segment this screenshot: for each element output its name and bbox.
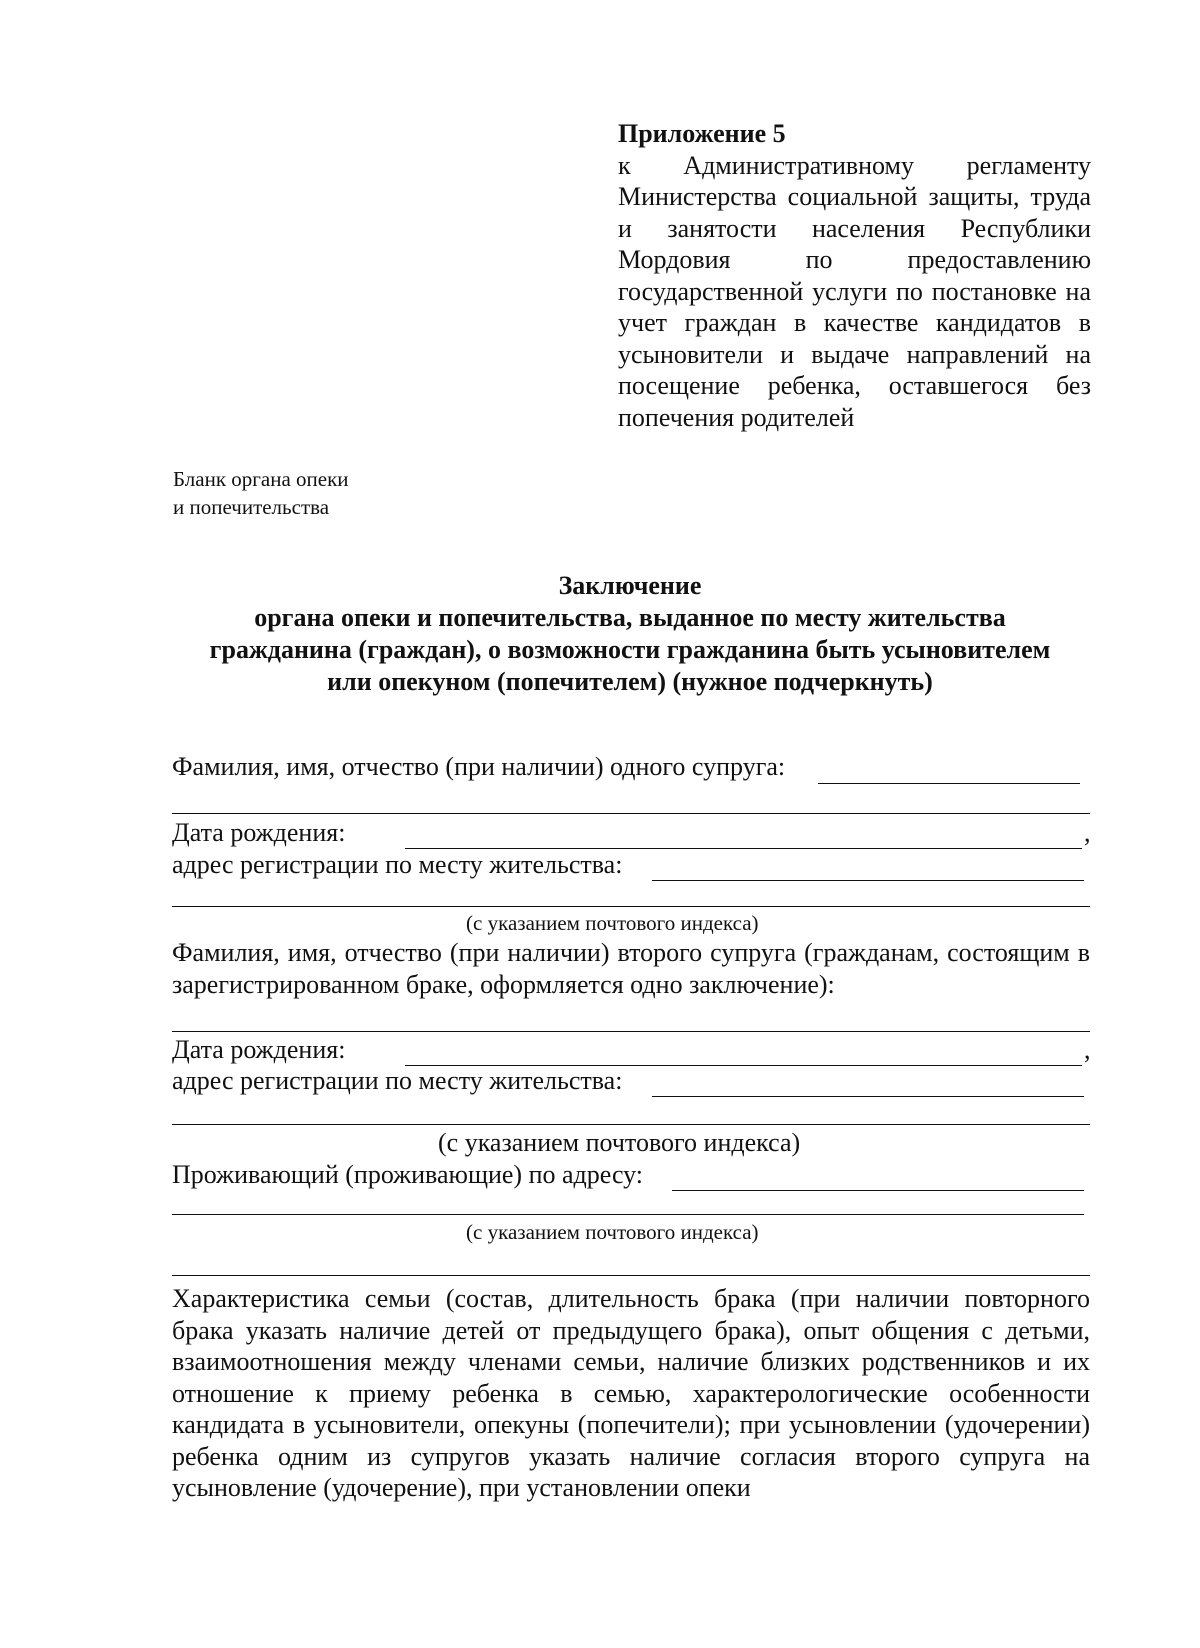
appendix-block <box>618 118 1091 433</box>
postal-hint: (с указанием почтового индекса) <box>466 1220 759 1244</box>
heading-line-4: или опекуном (попечителем) (нужное подчеркнуть) <box>327 667 933 696</box>
appendix-text: к Административному регламенту Министерства социальной защиты, труда и занятости населения Республики Мордовия по предоставлению государственной услуги по постановке на учет граждан в качестве кандидатов в усыновители и выдаче направлений на посещение ребенка, оставшегося без попечения родителей <box>618 150 1091 432</box>
authority-blank-label <box>173 465 349 521</box>
comma: , <box>1084 1035 1091 1064</box>
postal-hint: (с указанием почтового индекса) <box>466 911 759 935</box>
spouse1-dob-field[interactable] <box>405 848 1082 849</box>
appendix-title: Приложение 5 <box>618 119 786 148</box>
spouse2-address-field[interactable] <box>652 1096 1084 1097</box>
document-heading <box>160 570 1100 698</box>
blank-line-2: и попечительства <box>173 495 330 519</box>
spouse1-dob-label: Дата рождения: <box>172 818 346 847</box>
spouse2-address-field-cont[interactable] <box>172 1124 1090 1125</box>
family-characteristics-text: Характеристика семьи (состав, длительность брака (при наличии повторного брака указать наличие детей от предыдущего брака), опыт общения с детьми, взаимоотношения между членами семьи, наличие близких родственников и их отношение к приему ребенка в семью, характерологические особенности кандидата в усыновители, опекуны (попечители); при усыновлении (удочерении) ребенка одним из супругов указать наличие согласия второго супруга на усыновление (удочерение), при установлении опеки <box>172 1284 1090 1502</box>
residing-address-field-cont[interactable] <box>172 1214 1084 1215</box>
extra-address-line[interactable] <box>172 1275 1090 1276</box>
spouse2-address-label: адрес регистрации по месту жительства: <box>172 1066 623 1095</box>
residing-address-field[interactable] <box>672 1190 1084 1191</box>
comma: , <box>1084 818 1091 847</box>
heading-line-2: органа опеки и попечительства, выданное по месту жительства <box>254 603 1006 632</box>
spouse1-address-field[interactable] <box>652 880 1084 881</box>
postal-hint: (с указанием почтового индекса) <box>438 1128 801 1157</box>
spouse2-name-label: Фамилия, имя, отчество (при наличии) второго супруга (гражданам, состоящим в зарегистрированном браке, оформляется одно заключение): <box>172 938 1090 999</box>
spouse1-name-field-cont[interactable] <box>172 813 1090 814</box>
heading-title: Заключение <box>558 571 702 600</box>
spouse1-address-label: адрес регистрации по месту жительства: <box>172 850 623 879</box>
residing-address-label: Проживающий (проживающие) по адресу: <box>172 1160 644 1189</box>
spouse1-address-field-cont[interactable] <box>172 906 1090 907</box>
spouse2-dob-label: Дата рождения: <box>172 1035 346 1064</box>
spouse2-name-field[interactable] <box>172 1031 1090 1032</box>
spouse1-name-field[interactable] <box>818 783 1080 784</box>
blank-line-1: Бланк органа опеки <box>173 467 349 491</box>
heading-line-3: гражданина (граждан), о возможности гражданина быть усыновителем <box>209 635 1051 664</box>
spouse1-name-label: Фамилия, имя, отчество (при наличии) одного супруга: <box>172 752 786 781</box>
